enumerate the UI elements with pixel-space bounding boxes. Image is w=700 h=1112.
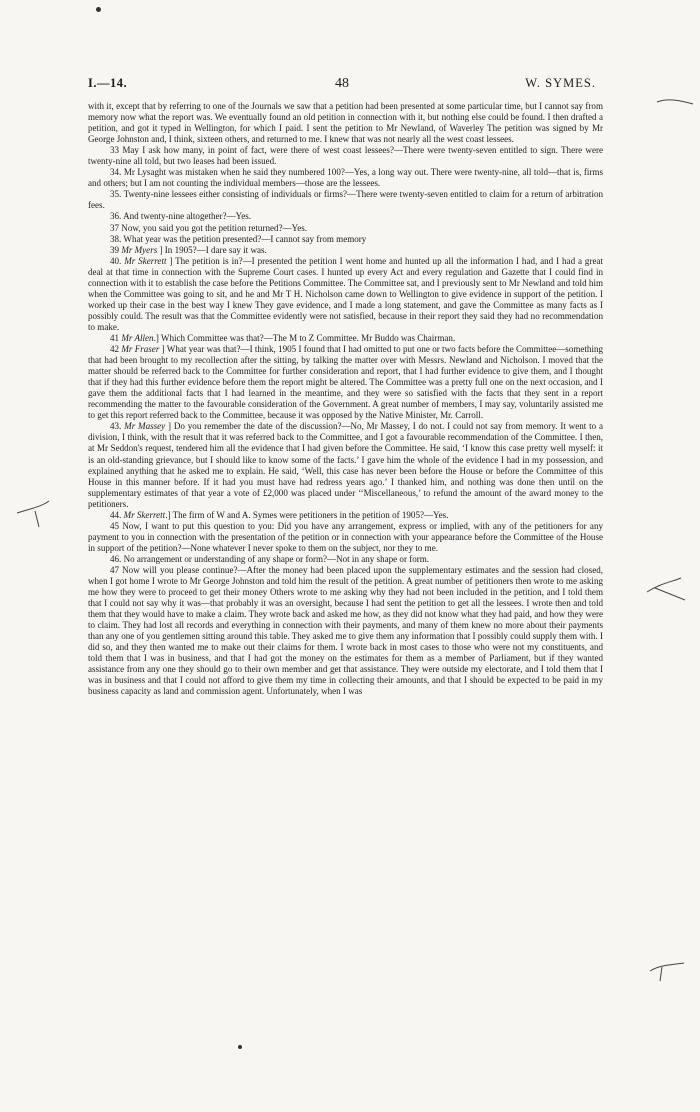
paragraph: 40. Mr Skerrett ] The petition is in?—I presented the petition I went home and hunted up all the information I had, and I had a great deal at that time in connection with the Supreme Court cases. I hunted up every Act and every regulation and Gazette that I could find in connection with it to establish the case before the Petitions Committee. The Committee sat, and I previously sent to Mr Newland and told him when the Committee was going to sit, and he and Mr T H. Nicholson came down to Wellington to give evidence in support of the petition. I worked up their case in the best way I knew They gave evidence, and I made a long statement, and gave the Committee as many facts as I possibly could. The result was that the Committee evidently were not satisfied, because in their report they said they had no recommendation to make.: [88, 255, 603, 332]
paragraph: 43. Mr Massey ] Do you remember the date of the discussion?—No, Mr Massey, I do not. I could not say from memory. It went to a division, I think, with the result that it was referred back to the Committee, and I got a favourable recommendation of the Committee. I then, at Mr Seddon's request, tendered him all the evidence that I had given before the Committee. He said, ‘I know this case pretty well myself: it is an old-standing grievance, but I should like to know some of the facts.’ I gave him the whole of the evidence I had in my possession, and explained anything that he asked me to explain. He said, ‘Well, this case has never been before the House or before the Committee of this House in this manner before. If it had you must have had redress years ago.’ I thanked him, and nothing was done then until on the supplementary estimates of that year a vote of £2,000 was placed under ‘‘Miscellaneous,’ to refund the amount of the award money to the petitioners.: [88, 421, 603, 509]
scan-dot-top: [96, 7, 101, 12]
page-header: [88, 76, 596, 94]
margin-pen-mark-3: [645, 570, 695, 610]
paragraph: 38. What year was the petition presented?—I cannot say from memory: [110, 233, 367, 244]
speaker-name: Mr Myers: [121, 244, 158, 255]
paragraph: 35. Twenty-nine lessees either consisting of individuals or firms?—There were twenty-seven entitled to claim for a return of arbitration fees.: [88, 189, 603, 211]
paragraph: 42 Mr Fraser ] What year was that?—I think, 1905 I found that I had omitted to put one or two facts before the Committee—something that had been brought to my recollection after the sitting, by talking the matter over with Messrs. Newland and Nicholson. I moved that the matter should be referred back to the Committee for further consideration and report, that I had further evidence to give them, and I thought that if they had this further evidence before them the report might be altered. The Committee was a pretty full one on the next occasion, and I gave them the additional facts that I had learned in the meantime, and they were so satisfied with the facts that they sent in a report recommending the matter to the favourable consideration of the Government. A great number of members, I may say, voluntarily assisted me to get this report referred back to the Committee, because it was opposed by the Native Minister, Mr. Carroll.: [88, 344, 604, 421]
margin-pen-mark-4: [648, 955, 688, 985]
paragraph: with it, except that by referring to one of the Journals we saw that a petition had been presented at some particular time, but I cannot say from memory now what the report was. We eventually found an old petition in connection with it, but nothing else could be found. I then drafted a petition, and got it typed in Wellington, for which I paid. I sent the petition to Mr Newland, of Waverley The petition was signed by Mr George Johnston and, I think, sixteen others, and returned to me. I knew that was not nearly all the west coast lessees.: [88, 101, 603, 145]
paragraph: 34. Mr Lysaght was mistaken when he said they numbered 100?—Yes, a long way out. There were twenty-nine, all told—that is, firms and others; but I am not counting the individual members—those are the lessees.: [88, 167, 603, 189]
paragraph: 37 Now, you said you got the petition returned?—Yes.: [110, 222, 307, 233]
speaker-name: Mr Allen: [121, 332, 154, 343]
margin-pen-mark-2: [15, 495, 55, 535]
margin-pen-mark-1: [655, 92, 695, 112]
speaker-name: Mr Massey: [124, 421, 166, 432]
paragraph: 33 May I ask how many, in point of fact, were there of west coast lessees?—There were twenty-seven entitled to sign. There were twenty-nine all told, but two leases had been issued.: [88, 145, 603, 167]
document-body: [88, 101, 603, 698]
speaker-name: Mr Skerrett: [123, 509, 166, 520]
paragraph: 41 Mr Allen.] Which Committee was that?—The M to Z Committee. Mr Buddo was Chairman.: [110, 332, 456, 343]
speaker-name: Mr Fraser: [121, 344, 160, 355]
page-number: 48: [335, 76, 349, 91]
scan-dot-bottom: [238, 1045, 242, 1049]
paragraph: 45 Now, I want to put this question to you: Did you have any arrangement, express or implied, with any of the petitioners for any payment to you in connection with the presentation of the petition or in connection with your appearance before the Committee of the House in support of the petition?—None whatever I never spoke to them on the subject, nor they to me.: [88, 520, 603, 553]
paragraph: 46. No arrangement or understanding of any shape or form?—Not in any shape or form.: [110, 553, 430, 564]
paragraph: 47 Now will you please continue?—After the money had been placed upon the supplementary estimates and the session had closed, when I got home I wrote to Mr George Johnston and told him the result of the petition. A great number of petitioners then wrote to me asking me how they were to proceed to get their money Others wrote to me asking why they had not been included in the petition, and I told them that I could not say why it was—that probably it was an oversight, because I had sent the petition to get all the lessees. I wrote then and told them that they would have to make a claim. They wrote back and asked me how, as they did not know what they had paid, and how they were to claim. They had lost all records and everything in connection with their payments, and many of them knew no more about their payments than any one of you gentlemen sitting around this table. They asked me to give them any information that I possibly could supply them with. I did so, and they then wanted me to make out their claims for them. I wrote back in most cases to those who were not my constituents, and told them that I was in business, and that I had got the money on the estimates for them as a member of Parliament, but if they wanted assistance from any one they should go to their own member and get that assistance. They were outside my electorate, and I told them that I was in business and that I could not afford to give them my time in collecting their amounts, and that I should be expected to be paid in my business capacity as land and commission agent. Unfortunately, when I was: [88, 564, 603, 697]
witness-name: W. SYMES.: [525, 76, 596, 90]
speaker-name: Mr Skerrett: [124, 255, 167, 266]
document-reference: I.—14.: [88, 76, 128, 90]
paragraph: 44. Mr Skerrett.] The firm of W and A. Symes were petitioners in the petition of 1905?—Yes.: [110, 509, 449, 520]
paragraph: 36. And twenty-nine altogether?—Yes.: [110, 211, 252, 222]
paragraph: 39 Mr Myers ] In 1905?—I dare say it was.: [110, 244, 267, 255]
